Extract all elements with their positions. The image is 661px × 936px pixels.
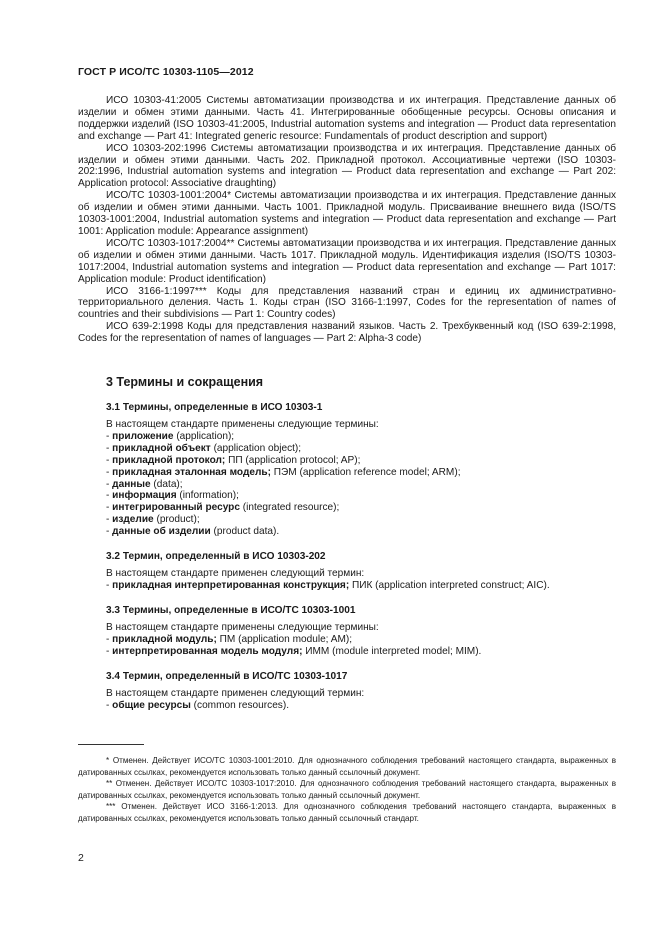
main-content (78, 95, 616, 711)
term-definition: (data); (150, 478, 183, 490)
term-name: прикладной протокол; (112, 454, 226, 466)
term-list (106, 580, 616, 592)
document-header: ГОСТ Р ИСО/ТС 10303-1105—2012 (78, 66, 254, 78)
subsection-title: 3.4 Термин, определенный в ИСО/ТС 10303-1017 (106, 670, 348, 682)
term-item: - изделие (product); (106, 514, 200, 526)
term-definition: (integrated resource); (239, 502, 340, 514)
term-definition: (product data). (210, 526, 280, 538)
footnotes (78, 755, 616, 825)
section-title: 3 Термины и сокращения (106, 375, 264, 390)
term-name: прикладная интерпретированная конструкция; (112, 580, 350, 591)
reference-entry: ИСО 10303-202:1996 Системы автоматизации производства и их интеграция. Представление данных об изделии и обмен этими данными. Часть 202. Прикладной протокол. Ассоциативные чертежи (ISO 10303-202:1996, Industrial automation systems and integration — Product data representation and exchange — Part 202: Application protocol: Associative draughting) (78, 142, 616, 190)
term-item: - прикладной протокол; ПП (application protocol; AP); (106, 454, 361, 466)
term-list (106, 431, 616, 538)
term-definition: (application object); (210, 442, 302, 454)
term-name: данные (112, 478, 151, 490)
term-definition: (product); (153, 514, 200, 526)
term-item: - прикладная интерпретированная конструкция; ПИК (application interpreted construct; AIC). (106, 580, 550, 591)
term-name: данные об изделии (112, 526, 211, 538)
term-name: изделие (112, 514, 154, 526)
term-definition: ИММ (module interpreted model; MIM). (302, 645, 482, 657)
reference-entry: ИСО 10303-41:2005 Системы автоматизации производства и их интеграция. Представление данных об изделии и обмен этими данными. Часть 41. Интегрированные обобщенные ресурсы. Основы описания и поддержки изделий (ISO 10303-41:2005, Industrial automation systems and integration — Product data representation and exchange — Part 41: Integrated generic resource: Fundamentals of product description and support) (78, 95, 616, 142)
page-number: 2 (78, 852, 84, 864)
term-item: - данные об изделии (product data). (106, 526, 280, 538)
term-name: прикладная эталонная модель; (112, 466, 271, 478)
term-item: - прикладная эталонная модель; ПЭМ (application reference model; ARM); (106, 466, 461, 478)
footnote: *** Отменен. Действует ИСО 3166-1:2013. Для однозначного соблюдения требований настоящего стандарта, выраженных в датированных ссылках, рекомендуется использовать только данный ссылочный стандарт. (78, 802, 616, 823)
term-name: прикладной модуль; (112, 633, 217, 645)
term-definition: (application); (173, 430, 235, 442)
subsection-intro: В настоящем стандарте применен следующий термин: (106, 687, 365, 699)
subsection-intro: В настоящем стандарте применены следующие термины: (106, 621, 379, 633)
subsection-title: 3.3 Термины, определенные в ИСО/ТС 10303-1001 (106, 604, 356, 616)
footnote-divider (78, 744, 144, 745)
term-item: - общие ресурсы (common resources). (106, 699, 290, 711)
term-definition: ПЭМ (application reference model; ARM); (270, 466, 461, 478)
subsection-title: 3.2 Термин, определенный в ИСО 10303-202 (106, 551, 326, 563)
term-name: информация (112, 490, 177, 502)
term-item: - интерпретированная модель модуля; ИММ (module interpreted model; MIM). (106, 645, 482, 657)
term-name: приложение (112, 430, 174, 442)
term-definition: ПП (application protocol; AP); (225, 454, 361, 466)
term-item: - приложение (application); (106, 430, 235, 442)
term-item: - данные (data); (106, 478, 183, 490)
term-name: интерпретированная модель модуля; (112, 645, 303, 657)
term-definition: ПМ (application module; AM); (216, 633, 353, 645)
term-item: - информация (information); (106, 490, 239, 502)
term-name: прикладной объект (112, 442, 211, 454)
term-definition: ПИК (application interpreted construct; AIC). (349, 580, 550, 591)
subsection-title: 3.1 Термины, определенные в ИСО 10303-1 (106, 402, 323, 414)
reference-entry: ИСО/ТС 10303-1001:2004* Системы автоматизации производства и их интеграция. Представление данных об изделии и обмен этими данными. Часть 1001. Прикладной модуль. Присваивание внешнего вида (ISO/TS 10303-1001:2004, Industrial automation systems and integration — Product data representation and exchange — Part 1001: Application module: Appearance assignment) (78, 190, 616, 237)
term-definition: (information); (176, 490, 239, 502)
reference-entry: ИСО/ТС 10303-1017:2004** Системы автоматизации производства и их интеграция. Представление данных об изделии и обмен этими данными. Часть 1017. Прикладной модуль. Идентификация изделия (ISO/TS 10303-1017:2004, Industrial automation systems and integration — Product data representation and exchange — Part 1017: Application module: Product identification) (78, 237, 616, 285)
subsection-intro: В настоящем стандарте применены следующие термины: (106, 419, 379, 431)
term-name: интегрированный ресурс (112, 502, 240, 514)
reference-entry: ИСО 639-2:1998 Коды для представления названий языков. Часть 2. Трехбуквенный код (ISO 639-2:1998, Codes for the representation of names of languages — Part 2: Alpha-3 code) (78, 321, 616, 345)
reference-entry: ИСО 3166-1:1997*** Коды для представления названий стран и единиц их административно-территориального деления. Часть 1. Коды стран (ISO 3166-1:1997, Codes for the representation of names of countries and their subdivisions — Part 1: Country codes) (78, 285, 616, 321)
term-item: - интегрированный ресурс (integrated resource); (106, 502, 340, 514)
subsection-intro: В настоящем стандарте применен следующий термин: (106, 568, 365, 580)
term-item: - прикладной модуль; ПМ (application module; AM); (106, 633, 353, 645)
footnote: ** Отменен. Действует ИСО/ТС 10303-1017:2010. Для однозначного соблюдения требований настоящего стандарта, выраженных в датированных ссылках, рекомендуется использовать только данный ссылочный документ. (78, 779, 616, 800)
term-name: общие ресурсы (112, 699, 191, 711)
term-item: - прикладной объект (application object); (106, 442, 302, 454)
term-list (106, 700, 616, 712)
footnote: * Отменен. Действует ИСО/ТС 10303-1001:2010. Для однозначного соблюдения требований настоящего стандарта, выраженных в датированных ссылках, рекомендуется использовать только данный ссылочный документ. (78, 756, 616, 777)
term-definition: (common resources). (190, 699, 290, 711)
term-list (106, 634, 616, 658)
